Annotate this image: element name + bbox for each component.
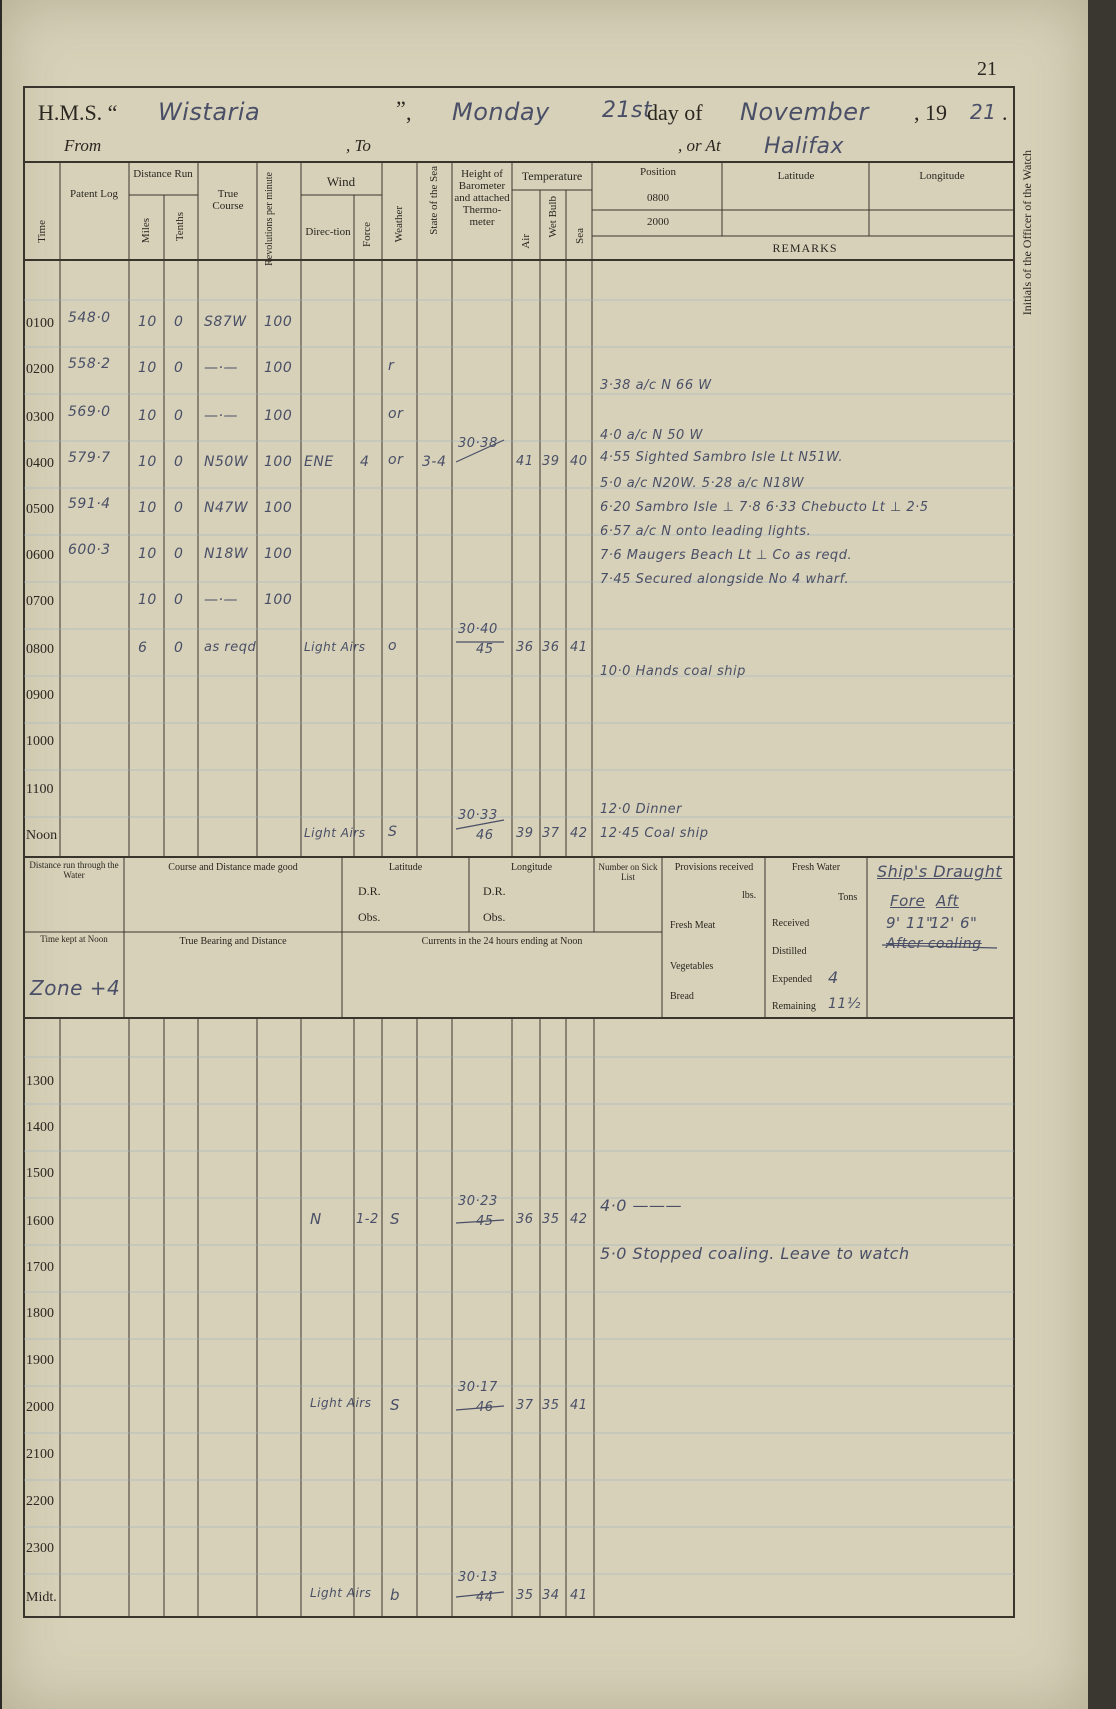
time-label: 0700 [26, 594, 54, 609]
patent-log-value: 579·7 [68, 450, 111, 466]
time-label: 2200 [26, 1494, 54, 1509]
wet-bulb-value: 34 [542, 1588, 560, 1603]
weather-value: or [388, 406, 404, 422]
revs-value: 100 [264, 454, 293, 470]
tenths-value: 0 [174, 500, 184, 516]
received-label: Received [772, 918, 810, 929]
col-sea: Sea [574, 228, 586, 244]
col-position-0800: 0800 [647, 192, 669, 204]
draught-fore-label: Fore [890, 892, 926, 910]
air-temp-value: 39 [516, 826, 534, 841]
year-period: . [1002, 100, 1008, 125]
miles-value: 10 [138, 454, 157, 470]
remark-line: 6·20 Sambro Isle ⊥ 7·8 6·33 Chebucto Lt ⊥ 2·5 [600, 500, 929, 515]
col-wind: Wind [326, 174, 356, 189]
sea-state-value: 3-4 [422, 454, 447, 470]
barometer-value: 30·23 [458, 1194, 498, 1209]
barometer-value: 30·40 [458, 622, 498, 637]
draught-aft-value: 12' 6" [930, 914, 978, 932]
remark-line: 6·57 a/c N onto leading lights. [600, 524, 812, 539]
weekday: Monday [452, 98, 550, 126]
fresh-meat-label: Fresh Meat [670, 920, 716, 931]
month: November [740, 98, 869, 126]
course-value: —·— [204, 592, 238, 608]
wind-direction-value: Light Airs [310, 1396, 372, 1410]
patent-log-value: 548·0 [68, 310, 111, 326]
distilled-label: Distilled [772, 946, 807, 957]
time-label: Noon [26, 828, 58, 843]
expended-label: Expended [772, 974, 812, 985]
expended-value: 4 [828, 968, 839, 987]
air-temp-value: 36 [516, 1212, 534, 1227]
course-value: —·— [204, 408, 238, 424]
weather-value: or [388, 452, 404, 468]
col-position: Position [639, 166, 677, 178]
barometer-value: 30·13 [458, 1570, 498, 1585]
tenths-value: 0 [174, 360, 184, 376]
remark-line: 4·55 Sighted Sambro Isle Lt N51W. [600, 450, 843, 465]
time-label: 1300 [26, 1074, 54, 1089]
col-remarks: REMARKS [772, 241, 838, 255]
time-label: 0100 [26, 316, 54, 331]
time-label: 2100 [26, 1447, 54, 1462]
course-value: N47W [204, 500, 249, 516]
remark-line: 12·45 Coal ship [600, 826, 709, 841]
or-at-value: Halifax [764, 134, 844, 159]
lon-dr-label: D.R. [483, 884, 506, 898]
barometer-value: 30·17 [458, 1380, 498, 1395]
time-label: 2000 [26, 1400, 54, 1415]
tenths-value: 0 [174, 640, 184, 656]
from-label: From [64, 136, 102, 155]
col-revolutions: Revolutions per minute [264, 172, 275, 266]
tenths-value: 0 [174, 408, 184, 424]
draught-struck-note: After coaling [886, 936, 982, 952]
page-number: 21 [977, 58, 997, 80]
course-value: N18W [204, 546, 249, 562]
thermometer-value: 45 [476, 1214, 494, 1229]
miles-value: 10 [138, 546, 157, 562]
wind-direction-value: Light Airs [304, 826, 366, 840]
col-barometer: Height of Barometer and attached Thermo-meter [454, 168, 510, 228]
vegetables-label: Vegetables [670, 961, 714, 972]
course-value: —·— [204, 360, 238, 376]
patent-log-value: 569·0 [68, 404, 111, 420]
lbs-label: lbs. [742, 890, 757, 901]
ship-name: Wistaria [158, 98, 261, 126]
wind-direction-value: ENE [304, 454, 334, 470]
time-label: Midt. [26, 1590, 57, 1605]
time-kept-label: Time kept at Noon [40, 934, 108, 944]
air-temp-value: 35 [516, 1588, 534, 1603]
time-label: 1800 [26, 1306, 54, 1321]
currents-label: Currents in the 24 hours ending at Noon [421, 936, 583, 947]
miles-value: 10 [138, 592, 157, 608]
col-state-of-sea: State of the Sea [428, 166, 440, 235]
remaining-value: 11½ [828, 996, 861, 1012]
col-temperature: Temperature [521, 169, 583, 183]
noon-latitude-label: Latitude [388, 862, 423, 873]
col-wet-bulb: Wet Bulb [547, 196, 559, 238]
wind-force-value: 4 [360, 454, 370, 470]
tenths-value: 0 [174, 592, 184, 608]
remark-line: 4·0 a/c N 50 W [600, 428, 703, 443]
air-temp-value: 37 [516, 1398, 534, 1413]
binding-edge [1088, 0, 1116, 1709]
remark-line: 12·0 Dinner [600, 802, 683, 817]
day-of-text: day of [647, 100, 703, 125]
thermometer-value: 44 [476, 1590, 494, 1605]
weather-value: S [390, 1396, 401, 1414]
miles-value: 10 [138, 314, 157, 330]
tenths-value: 0 [174, 546, 184, 562]
time-label: 0900 [26, 688, 54, 703]
time-label: 0300 [26, 410, 54, 425]
time-label: 0800 [26, 642, 54, 657]
revs-value: 100 [264, 592, 293, 608]
col-direction: Direc-tion [305, 226, 351, 238]
time-label: 1100 [26, 782, 54, 797]
col-position-2000: 2000 [647, 216, 669, 228]
time-label: 1600 [26, 1214, 54, 1229]
draught-fore-value: 9' 11" [886, 914, 934, 932]
sea-temp-value: 42 [570, 826, 588, 841]
course-value: N50W [204, 454, 249, 470]
wet-bulb-value: 36 [542, 640, 560, 655]
wind-force-value: 1-2 [356, 1212, 379, 1227]
wet-bulb-value: 35 [542, 1212, 560, 1227]
air-temp-value: 41 [516, 454, 534, 469]
col-miles: Miles [140, 218, 152, 244]
remark-line: 4·0 ——— [600, 1196, 683, 1215]
dist-run-label: Distance run through the Water [29, 860, 119, 880]
sea-temp-value: 41 [570, 1398, 588, 1413]
sea-temp-value: 41 [570, 640, 588, 655]
draught-aft-label: Aft [936, 892, 959, 910]
col-time: Time [36, 220, 48, 243]
wind-direction-value: N [310, 1210, 322, 1228]
miles-value: 10 [138, 408, 157, 424]
wet-bulb-value: 39 [542, 454, 560, 469]
col-longitude: Longitude [919, 170, 965, 182]
wet-bulb-value: 35 [542, 1398, 560, 1413]
remark-line: 5·0 Stopped coaling. Leave to watch [600, 1244, 910, 1263]
ruled-grid [2, 0, 1088, 1709]
tenths-value: 0 [174, 314, 184, 330]
true-bearing-label: True Bearing and Distance [179, 936, 287, 947]
weather-value: b [390, 1586, 401, 1604]
time-label: 2300 [26, 1541, 54, 1556]
sick-list-label: Number on Sick List [598, 862, 658, 882]
miles-value: 6 [138, 640, 148, 656]
time-label: 1900 [26, 1353, 54, 1368]
col-true-course: True Course [212, 188, 244, 212]
remark-line: 5·0 a/c N20W. 5·28 a/c N18W [600, 476, 805, 491]
hms-prefix: H.M.S. “ [38, 100, 118, 125]
provisions-label: Provisions received [674, 862, 754, 873]
weather-value: S [388, 824, 398, 840]
remark-line: 10·0 Hands coal ship [600, 664, 746, 679]
miles-value: 10 [138, 360, 157, 376]
col-latitude: Latitude [777, 170, 815, 182]
fresh-water-label: Fresh Water [791, 862, 841, 873]
sea-temp-value: 41 [570, 1588, 588, 1603]
wind-direction-value: Light Airs [304, 640, 366, 654]
weather-value: r [388, 358, 395, 374]
time-label: 1500 [26, 1166, 54, 1181]
col-air: Air [520, 234, 532, 249]
time-label: 0500 [26, 502, 54, 517]
course-value: S87W [204, 314, 247, 330]
weather-value: o [388, 638, 398, 654]
tons-label: Tons [838, 892, 858, 903]
time-label: 0400 [26, 456, 54, 471]
thermometer-value: 46 [476, 1400, 494, 1415]
revs-value: 100 [264, 314, 293, 330]
remark-line: 7·45 Secured alongside No 4 wharf. [600, 572, 850, 587]
draught-title: Ship's Draught [877, 862, 1003, 881]
sea-temp-value: 40 [570, 454, 588, 469]
revs-value: 100 [264, 500, 293, 516]
barometer-value: 30·33 [458, 808, 498, 823]
miles-value: 10 [138, 500, 157, 516]
to-label: , To [346, 136, 371, 155]
close-quote: ” [396, 96, 406, 121]
log-page [2, 0, 1088, 1709]
patent-log-value: 591·4 [68, 496, 111, 512]
remark-line: 3·38 a/c N 66 W [600, 378, 712, 393]
remaining-label: Remaining [772, 1001, 816, 1012]
col-weather: Weather [393, 206, 405, 243]
time-label: 1400 [26, 1120, 54, 1135]
col-force: Force [361, 222, 373, 248]
col-patent-log: Patent Log [70, 188, 118, 200]
weather-value: S [390, 1210, 401, 1228]
officer-initials-label: Initials of the Officer of the Watch [1020, 150, 1034, 316]
col-distance-run: Distance Run [133, 168, 193, 180]
noon-longitude-label: Longitude [510, 862, 553, 873]
comma: , [406, 100, 412, 125]
air-temp-value: 36 [516, 640, 534, 655]
patent-log-value: 558·2 [68, 356, 111, 372]
patent-log-value: 600·3 [68, 542, 111, 558]
revs-value: 100 [264, 360, 293, 376]
time-label: 1000 [26, 734, 54, 749]
barometer-value: 30·38 [458, 436, 498, 451]
col-tenths: Tenths [174, 212, 186, 242]
tenths-value: 0 [174, 454, 184, 470]
sea-temp-value: 42 [570, 1212, 588, 1227]
wet-bulb-value: 37 [542, 826, 560, 841]
wind-direction-value: Light Airs [310, 1586, 372, 1600]
lat-dr-label: D.R. [358, 884, 381, 898]
course-dist-label: Course and Distance made good [168, 862, 298, 873]
year-suffix: 21 [970, 100, 997, 124]
or-at-label: , or At [678, 136, 721, 155]
time-label: 0200 [26, 362, 54, 377]
year-prefix: , 19 [914, 100, 947, 125]
time-label: 1700 [26, 1260, 54, 1275]
lat-obs-label: Obs. [358, 910, 381, 924]
time-kept-value: Zone +4 [30, 976, 121, 1000]
remark-line: 7·6 Maugers Beach Lt ⊥ Co as reqd. [600, 548, 853, 563]
day: 21st [602, 98, 653, 123]
revs-value: 100 [264, 408, 293, 424]
course-value: as reqd [204, 640, 257, 655]
thermometer-value: 45 [476, 642, 494, 657]
time-label: 0600 [26, 548, 54, 563]
revs-value: 100 [264, 546, 293, 562]
thermometer-value: 46 [476, 828, 494, 843]
lon-obs-label: Obs. [483, 910, 506, 924]
bread-label: Bread [670, 991, 694, 1002]
